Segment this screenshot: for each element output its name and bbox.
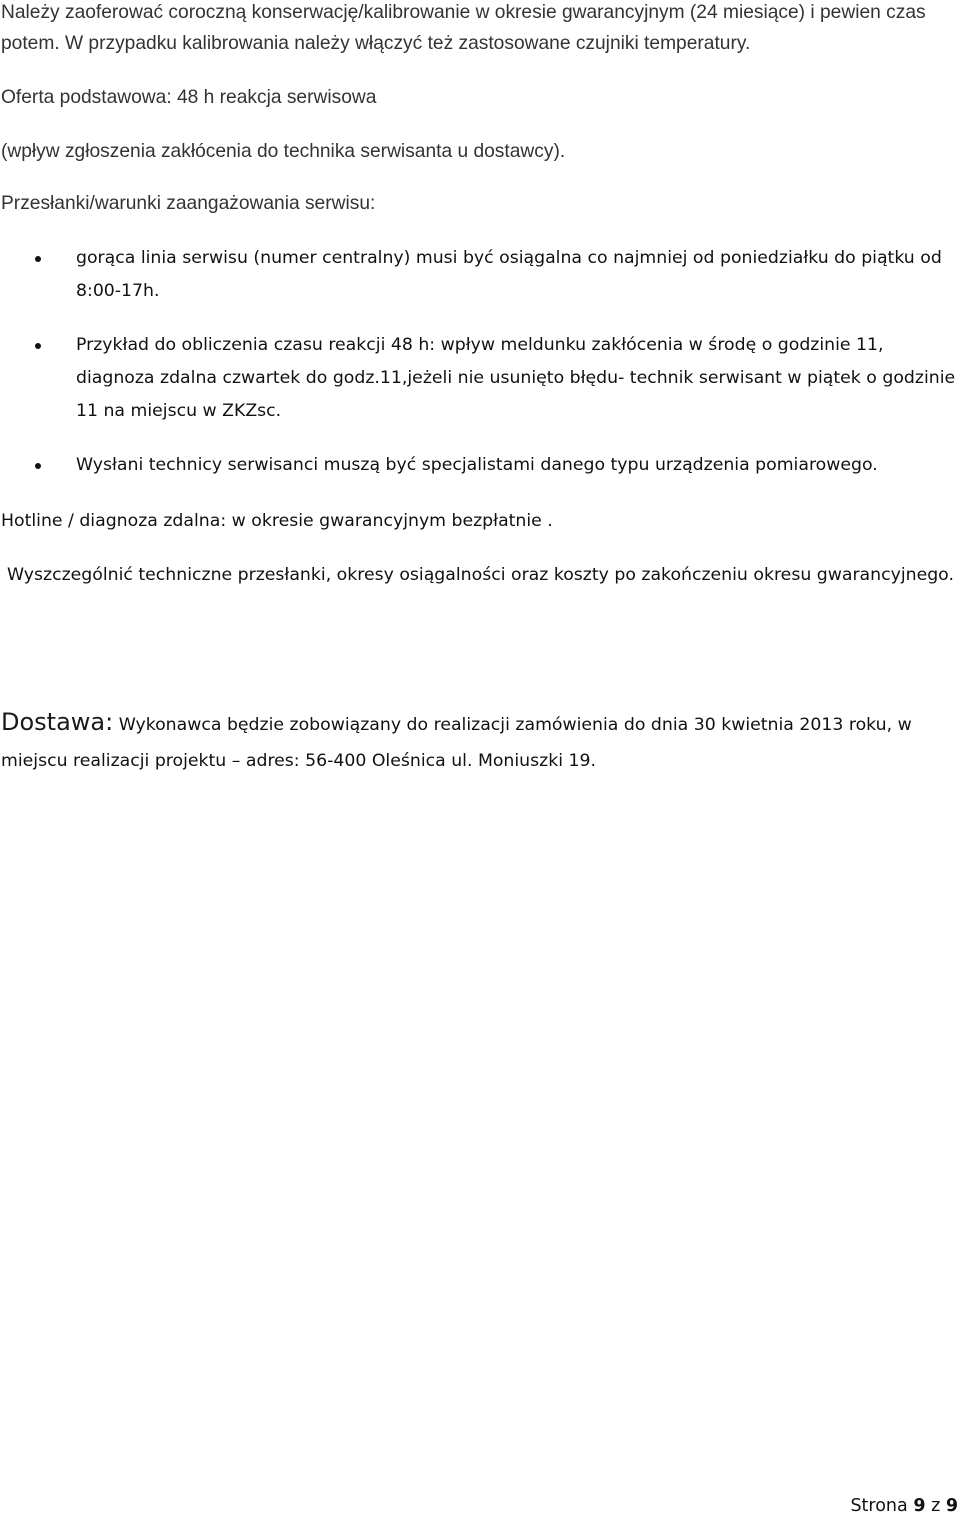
- bullet-text: gorąca linia serwisu (numer centralny) musi być osiągalna co najmniej od poniedziałku do piątku od 8:00-17h.: [76, 248, 942, 301]
- bullet-item: [0, 449, 960, 482]
- paragraph-maintenance: Należy zaoferować coroczną konserwację/kalibrowanie w okresie gwarancyjnym (24 miesiące) i pewien czas potem. W przypadku kalibrowania należy włączyć też zastosowane czujniki temperatury.: [1, 2, 926, 54]
- bullet-dot-icon: [35, 256, 41, 262]
- paragraph-specify-terms: Wyszczególnić techniczne przesłanki, okresy osiągalności oraz koszty po zakończeniu okresu gwarancyjnego.: [7, 565, 954, 585]
- bullet-text: Przykład do obliczenia czasu reakcji 48 h: wpływ meldunku zakłócenia w środę o godzinie 11, diagnoza zdalna czwartek do godz.11,jeżeli nie usunięto błędu- technik serwisant w piątek o godzinie 11 na miejscu w ZKZsc.: [76, 335, 956, 421]
- footer-page-number: 9: [913, 1496, 926, 1516]
- page-footer: [850, 1496, 958, 1516]
- paragraph-hotline: Hotline / diagnoza zdalna: w okresie gwarancyjnym bezpłatnie .: [1, 511, 553, 531]
- bullet-item: [0, 242, 960, 308]
- footer-page-total: 9: [945, 1496, 958, 1516]
- footer-prefix: Strona: [850, 1496, 914, 1516]
- bullet-dot-icon: [35, 463, 41, 469]
- conditions-bullet-list: [0, 242, 960, 482]
- delivery-text: Wykonawca będzie zobowiązany do realizacji zamówienia do dnia 30 kwietnia 2013 roku, w miejscu realizacji projektu – adres: 56-400 Oleśnica ul. Moniuszki 19.: [1, 715, 912, 771]
- paragraph-basic-offer: Oferta podstawowa: 48 h reakcja serwisowa: [1, 87, 377, 108]
- paragraph-report-flow: (wpływ zgłoszenia zakłócenia do technika serwisanta u dostawcy).: [1, 141, 566, 162]
- paragraph-delivery: [1, 704, 951, 779]
- paragraph-conditions-heading: Przesłanki/warunki zaangażowania serwisu:: [1, 193, 376, 214]
- delivery-label: Dostawa:: [1, 708, 114, 736]
- bullet-text: Wysłani technicy serwisanci muszą być specjalistami danego typu urządzenia pomiarowego.: [76, 455, 878, 475]
- footer-separator: z: [925, 1496, 946, 1516]
- bullet-item: [0, 329, 960, 428]
- bullet-dot-icon: [35, 343, 41, 349]
